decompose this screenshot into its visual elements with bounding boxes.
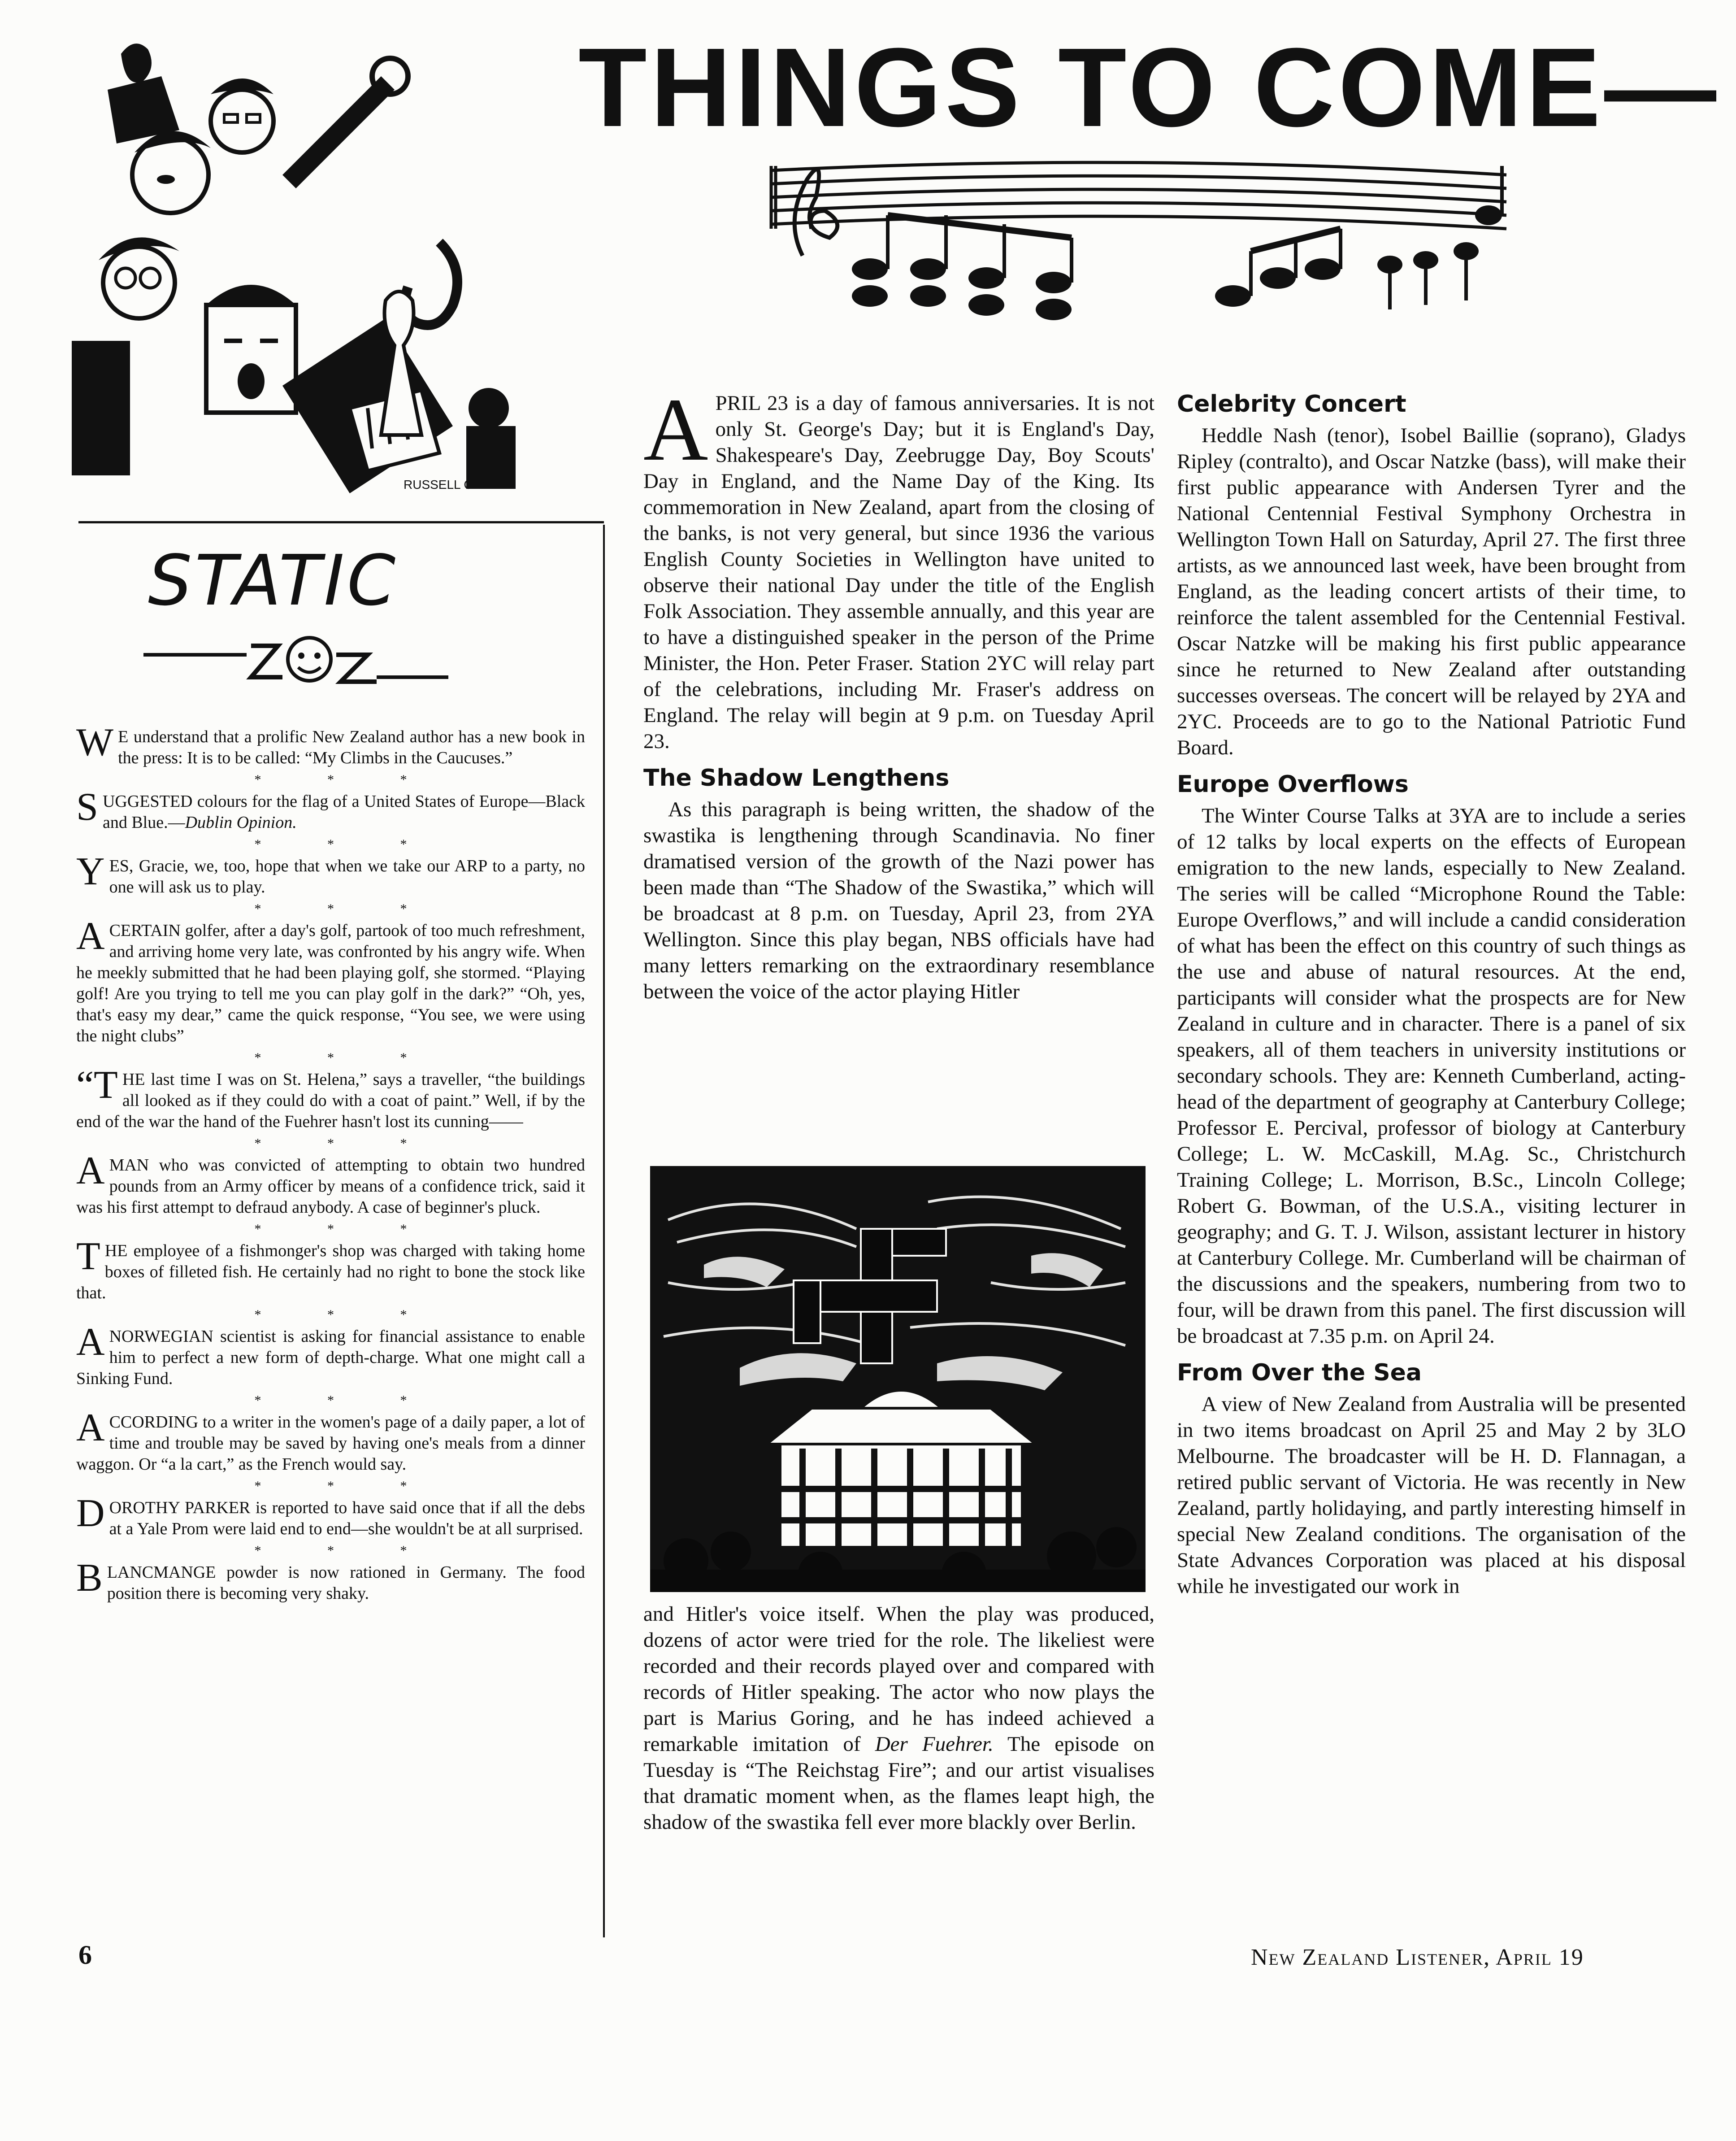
europe-heading: Europe Overflows [1177,771,1409,798]
separator: * * * [254,1050,438,1065]
april-23-article: APRIL 23 is a day of famous anniversaries. It is not only St. George's Day; but it is England's Day, Shakespeare's Day, Zeebrugge Day, Boy Scouts' Day in England, and the Name Day of the King. Its commemoration in New Zealand, apart from the closing of the banks, is not very general, but since 1936 the various English County Societies in Wellington have united to observe their national Day under the title of the English Folk Association. They assemble annually, and this year are to have a distinguished speaker in the person of the Prime Minister, the Hon. Peter Fraser. Station 2YC will relay part of the celebrations, including Mr. Fraser's address on England. The relay will begin at 9 p.m. on Tuesday April 23. [643,380,1154,753]
separator: * * * [254,1136,438,1151]
static-item: SUGGESTED colours for the flag of a United States of Europe—Black and Blue.—Dublin Opinion. [76,785,585,832]
static-item: BLANCMANGE powder is now rationed in Germany. The food position there is becoming very shaky. [76,1556,585,1603]
separator: * * * [254,1543,438,1558]
static-face-logo [143,628,448,700]
shadow-heading: The Shadow Lengthens [643,765,950,792]
drop-cap: A [76,1406,105,1449]
separator: * * * [254,1307,438,1322]
drop-cap: B [76,1556,103,1600]
static-item: A NORWEGIAN scientist is asking for financial assistance to enable him to perfect a new form of depth-charge. What one might call a Sinking Fund. [76,1320,585,1388]
static-item: DOROTHY PARKER is reported to have said once that if all the debs at a Yale Prom were laid end to end—she wouldn't be at all surprised. [76,1492,585,1538]
separator: * * * [254,1393,438,1408]
static-item: W E understand that a prolific New Zealand author has a new book in the press: It is to be called: “My Climbs in the Caucuses.” [76,721,585,767]
band-signature: RUSSELL CLARK [404,478,506,492]
right-column [1177,390,1686,1599]
drop-cap: S [76,785,98,829]
static-item: A MAN who was convicted of attempting to obtain two hundred pounds from an Army officer by means of a confidence trick, said it was his first attempt to defraud anybody. A case of beginner's pluck. [76,1149,585,1217]
shadow-paragraph: As this paragraph is being written, the shadow of the swastika is lengthening through Scandinavia. No finer dramatised version of the growth of the Nazi power has been made than “The Shadow of the Swastika,” which will be broadcast at 8 p.m. on Tuesday, April 23, from 2YA Wellington. Since this play began, NBS officials have had many letters remarking on the extraordinary resemblance between the voice of the actor playing Hitler [643,798,1154,1003]
celebrity-heading: Celebrity Concert [1177,391,1406,418]
drop-cap: A [76,1149,105,1192]
sea-paragraph: A view of New Zealand from Australia will be presented in two items broadcast on April 25 and May 2 by 3LO Melbourne. The broadcaster will be H. D. Flannagan, a retired public servant of Victoria. He was recently in New Zealand, partly holidaying, and partly interesting himself in special New Zealand conditions. The organisation of the State Advances Corporation was placed at his disposal while he investigated our work in [1177,1393,1686,1598]
static-heading: STATIC [148,540,399,621]
celebrity-paragraph: Heddle Nash (tenor), Isobel Baillie (soprano), Gladys Ripley (contralto), and Oscar Natzke (bass), will make their first public appearance with Andersen Tyrer and the National Centennial Festival Symphony Orchestra in Wellington Town Hall on Saturday, April 27. The first three artists, as we announced last week, have been brought from England, as the leading concert artists of their time, to reinforce the talent assembled for the Centennial Festival. Oscar Natzke will be making his first public appearance since he returned to New Zealand after outstanding successes overseas. The concert will be relayed by 2YA and 2YC. Proceeds are to go to the National Patriotic Fund Board. [1177,424,1686,759]
separator: * * * [254,901,438,916]
static-item: ACCORDING to a writer in the women's page of a daily paper, a lot of time and trouble may be saved by having one's meals from a dinner waggon. Or “a la cart,” as the French would say. [76,1406,585,1474]
static-item: THE employee of a fishmonger's shop was charged with taking home boxes of filleted fish. He certainly had no right to bone the stock like that. [76,1235,585,1302]
shadow-paragraph-continued: and Hitler's voice itself. When the play was produced, dozens of actor were tried for the role. The likeliest were recorded and their records played over and compared with records of Hitler speaking. The actor who now plays the part is Marius Goring, and he has indeed achieved a remarkable imitation of Der Fuehrer. The episode on Tuesday is “The Reichstag Fire”; and our artist visualises that dramatic moment when, as the flames leapt high, the shadow of the swastika fell ever more blackly over Berlin. [643,1602,1154,1834]
band-caricature-illustration [72,27,520,498]
separator: * * * [254,1479,438,1493]
footer-masthead: New Zealand Listener, April 19 [1251,1945,1584,1970]
drop-cap: A [76,1320,105,1364]
static-item: YES, Gracie, we, too, hope that when we take our ARP to a party, no one will ask us to play. [76,850,585,896]
static-item: A CERTAIN golfer, after a day's golf, partook of too much refreshment, and arriving home very late, was confronted by his angry wife. When he meekly submitted that he had been playing golf, she stormed. “Playing golf! Are you trying to tell me you can play golf in the dark?” “Oh, yes, that's easy my dear,” came the quick response, “You see, we were using the night clubs” [76,914,585,1045]
drop-cap: T [76,1235,100,1278]
drop-cap: A [76,914,105,958]
swastika-shadow-woodcut [650,1166,1146,1592]
static-item: “THE last time I was on St. Helena,” says a traveller, “the buildings all looked as if they could do with a coat of paint.” Well, if by the end of the war the hand of the Fuehrer hasn't lost its cunning—— [76,1063,585,1131]
drop-cap: “T [76,1063,118,1107]
sea-heading: From Over the Sea [1177,1359,1422,1386]
middle-column [643,380,1154,1005]
left-column-divider [603,525,605,1937]
left-column-rule [78,521,604,523]
separator: * * * [254,1222,438,1236]
separator: * * * [254,772,438,787]
music-staff-icon [762,148,1515,350]
drop-cap: D [76,1492,105,1535]
static-column [76,721,585,1604]
middle-column-continued [643,1601,1154,1835]
drop-cap: Y [76,850,105,893]
separator: * * * [254,837,438,852]
page-number: 6 [78,1940,92,1970]
drop-cap: A [643,380,708,479]
drop-cap: W [76,721,114,764]
europe-paragraph: The Winter Course Talks at 3YA are to include a series of 12 talks by local experts on the effects of European emigration to the new lands, especially to New Zealand. The series will be called “Microphone Round the Table: Europe Overflows,” and will include a candid consideration of what has been the effect on this country of such things as the use and abuse of natural resources. At the end, participants will consider what the prospects are for New Zealand in culture and in character. There is a panel of six speakers, all of them teachers in university institutions or secondary schools. They are: Kenneth Cumberland, acting-head of the department of geography at Canterbury College; Professor E. Percival, professor of biology at Canterbury College; L. W. McCaskill, M.Ag. Sc., Christchurch Training College; L. Morrison, B.Sc., Lincoln College; Robert G. Bowman, of the U.S.A., visiting lecturer in geography; and G. T. J. Wilson, assistant lecturer in history at Canterbury College. Mr. Cumberland will be chairman of the discussions and the speakers, numbering from two to four, will be drawn from this panel. The first discussion will be broadcast at 7.35 p.m. on April 24. [1177,804,1686,1348]
page-title: THINGS TO COME— [578,25,1720,150]
